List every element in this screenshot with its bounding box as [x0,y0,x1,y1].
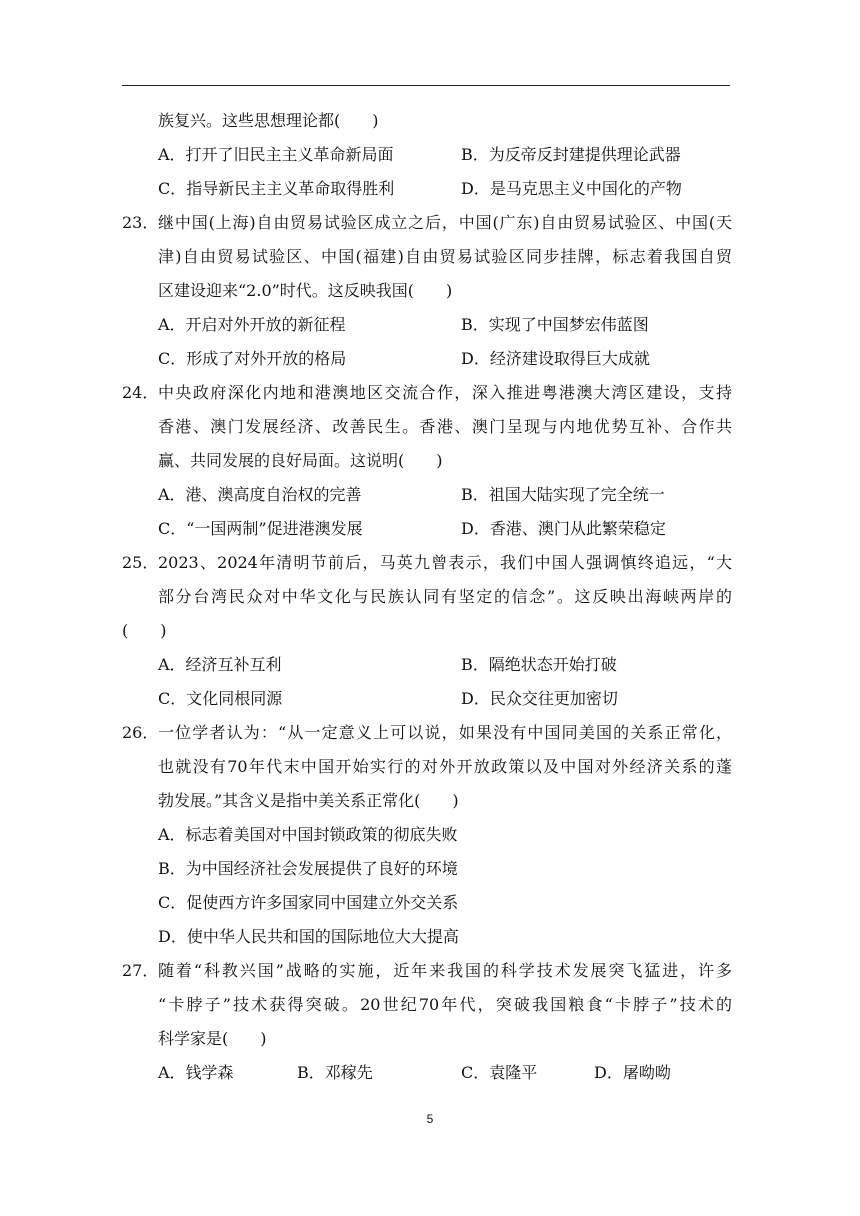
question-stem-line: “卡脖子”技术获得突破。20世纪70年代，突破我国粮食“卡脖子”技术的 [158,995,732,1014]
question-25 [122,546,732,716]
option-c[interactable]: C．促使西方许多国家同中国建立外交关系 [158,893,459,912]
option-d[interactable]: D．屠呦呦 [594,1063,671,1082]
page-number: 5 [426,1112,434,1126]
question-27 [122,954,732,1090]
question-22-stem: 族复兴。这些思想理论都( ) [158,111,379,130]
option-a[interactable]: A．标志着美国对中国封锁政策的彻底失败 [158,825,458,844]
option-a[interactable]: A．港、澳高度自治权的完善 [158,485,362,504]
option-b[interactable]: B．祖国大陆实现了完全统一 [461,485,665,504]
question-stem-line: 香港、澳门发展经济、改善民生。香港、澳门呈现与内地优势互补、合作共 [158,417,732,436]
question-stem-line: 2023、2024年清明节前后，马英九曾表示，我们中国人强调慎终追远，“大 [158,553,732,572]
option-c[interactable]: C．“一国两制”促进港澳发展 [158,519,363,538]
option-c[interactable]: C．指导新民主主义革命取得胜利 [158,179,395,198]
option-d[interactable]: D．是马克思主义中国化的产物 [461,179,682,198]
question-number: 26． [122,723,159,742]
option-b[interactable]: B．为中国经济社会发展提供了良好的环境 [158,859,458,878]
question-25-options [122,648,732,716]
question-24 [122,376,732,546]
question-22-options [122,138,732,206]
question-content [122,104,732,1090]
question-stem-line: 部分台湾民众对中华文化与民族认同有坚定的信念”。这反映出海峡两岸的 [158,587,732,606]
header-rule [122,85,730,86]
option-a[interactable]: A．开启对外开放的新征程 [158,315,346,334]
question-23 [122,206,732,376]
question-stem-line: 区建设迎来“2.0”时代。这反映我国( ) [158,281,453,300]
question-stem-line: 也就没有70年代末中国开始实行的对外开放政策以及中国对外经济关系的蓬 [158,757,732,776]
option-d[interactable]: D．民众交往更加密切 [461,689,618,708]
question-stem-line: 继中国(上海)自由贸易试验区成立之后，中国(广东)自由贸易试验区、中国(天 [158,213,732,232]
question-26 [122,716,732,954]
question-stem-line: 一位学者认为：“从一定意义上可以说，如果没有中国同美国的关系正常化， [158,723,732,742]
option-b[interactable]: B．为反帝反封建提供理论武器 [461,145,681,164]
question-22 [122,104,732,206]
option-d[interactable]: D．使中华人民共和国的国际地位大大提高 [158,927,459,946]
option-c[interactable]: C．文化同根同源 [158,689,283,708]
question-stem-line: 随着“科教兴国”战略的实施，近年来我国的科学技术发展突飞猛进，许多 [158,961,732,980]
question-number: 27． [122,961,159,980]
option-a[interactable]: A．钱学森 [158,1063,234,1082]
question-stem-line: 科学家是( ) [158,1029,267,1048]
option-b[interactable]: B．实现了中国梦宏伟蓝图 [461,315,649,334]
question-24-options [122,478,732,546]
option-b[interactable]: B．隔绝状态开始打破 [461,655,617,674]
question-stem-line: ( ) [122,621,167,640]
question-stem-line: 勃发展。”其含义是指中美关系正常化( ) [158,791,459,810]
question-27-options [122,1056,732,1090]
question-number: 23． [122,213,159,232]
option-c[interactable]: C．袁隆平 [461,1063,538,1082]
question-26-options [122,818,732,954]
option-d[interactable]: D．香港、澳门从此繁荣稳定 [461,519,666,538]
option-d[interactable]: D．经济建设取得巨大成就 [461,349,650,368]
question-23-options [122,308,732,376]
question-number: 25． [122,553,159,572]
question-stem-line: 津)自由贸易试验区、中国(福建)自由贸易试验区同步挂牌，标志着我国自贸 [158,247,732,266]
question-stem-line: 中央政府深化内地和港澳地区交流合作，深入推进粤港澳大湾区建设，支持 [158,383,732,402]
option-a[interactable]: A．打开了旧民主主义革命新局面 [158,145,394,164]
option-a[interactable]: A．经济互补互利 [158,655,282,674]
question-number: 24． [122,383,159,402]
option-c[interactable]: C．形成了对外开放的格局 [158,349,347,368]
option-b[interactable]: B．邓稼先 [297,1063,373,1082]
question-stem-line: 赢、共同发展的良好局面。这说明( ) [158,451,443,470]
